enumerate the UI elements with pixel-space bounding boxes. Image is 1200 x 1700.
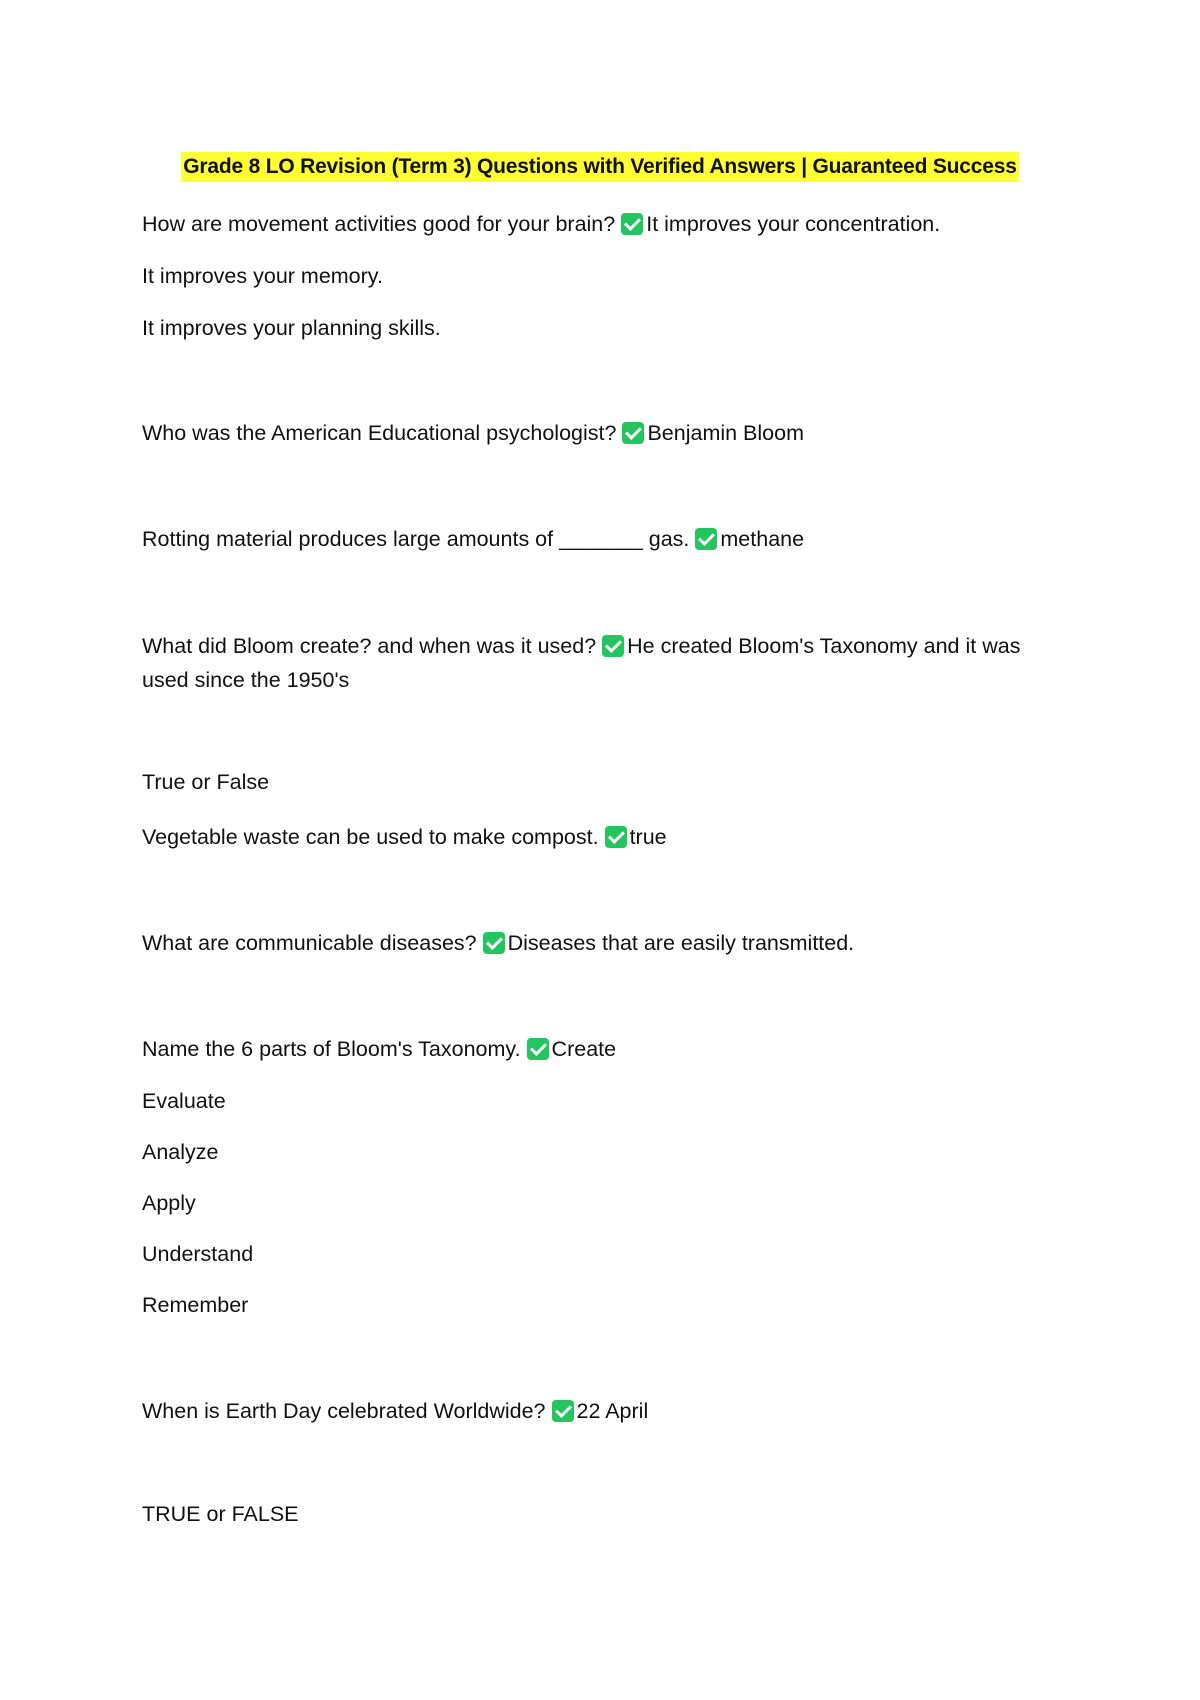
question-text: Who was the American Educational psychologist? [142,421,617,445]
answer-line: It improves your planning skills. [142,316,441,340]
check-box-icon [605,826,627,848]
check-box-icon [483,932,505,954]
answer-line: Understand [142,1242,254,1266]
answer-text: Create [551,1037,617,1061]
answer-line: It improves your memory. [142,264,383,288]
question-line [142,820,1062,854]
question-line [142,207,1062,241]
question-line [142,416,1062,450]
section-heading: TRUE or FALSE [142,1502,299,1526]
answer-line: Evaluate [142,1089,226,1113]
question-text: What did Bloom create? and when was it used? [142,634,597,658]
answer-line: Remember [142,1293,249,1317]
question-line [142,629,1042,697]
answer-text: It improves your concentration. [646,212,941,236]
question-line [142,1032,1062,1066]
answer-line: Analyze [142,1140,219,1164]
answer-text: Diseases that are easily transmitted. [507,931,855,955]
answer-line: Apply [142,1191,196,1215]
check-box-icon [527,1038,549,1060]
question-line [142,926,1062,960]
question-text: How are movement activities good for your brain? [142,212,616,236]
answer-text: methane [720,527,805,551]
question-text: Name the 6 parts of Bloom's Taxonomy. [142,1037,521,1061]
question-line [142,522,1062,556]
question-text: When is Earth Day celebrated Worldwide? [142,1399,546,1423]
question-text: Rotting material produces large amounts of _______ gas. [142,527,690,551]
check-box-icon [552,1400,574,1422]
answer-text: Benjamin Bloom [647,421,804,445]
check-box-icon [602,635,624,657]
answer-text: He created Bloom's Taxonomy and it was used since the 1950's [142,634,1021,692]
check-box-icon [695,528,717,550]
page-title: Grade 8 LO Revision (Term 3) Questions with Verified Answers | Guaranteed Success [181,152,1018,182]
answer-text: 22 April [576,1399,649,1423]
title-block [0,152,1200,182]
check-box-icon [622,422,644,444]
question-text: Vegetable waste can be used to make compost. [142,825,599,849]
question-text: What are communicable diseases? [142,931,477,955]
answer-text: true [629,825,667,849]
question-line [142,1394,1062,1428]
section-heading: True or False [142,770,270,794]
check-box-icon [621,213,643,235]
